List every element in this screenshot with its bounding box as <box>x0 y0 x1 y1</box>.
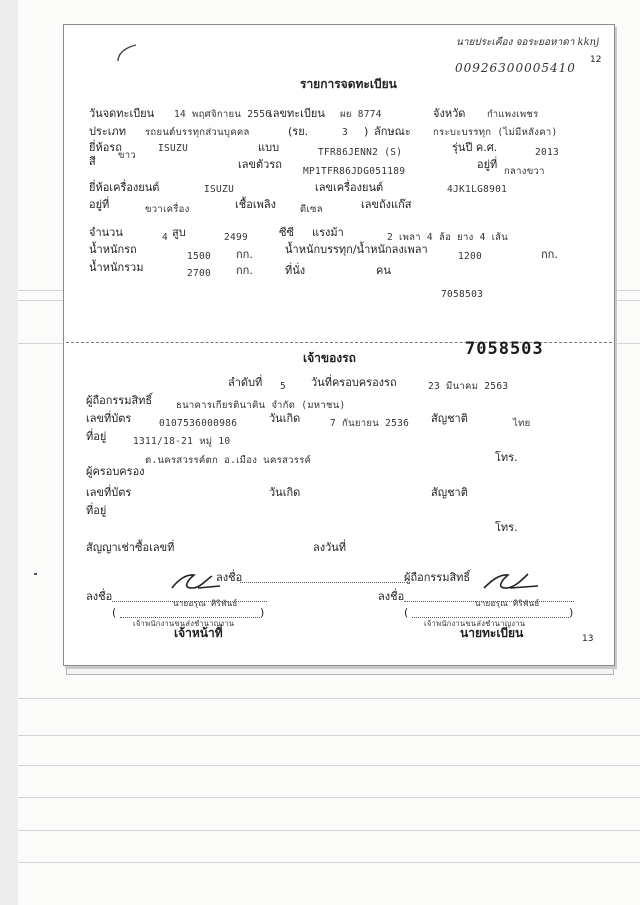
paren-open-left: ( <box>112 606 117 619</box>
signature-left-icon <box>168 566 224 596</box>
weight-value: 1500 <box>187 251 212 262</box>
addr2-label: ที่อยู่ <box>86 504 107 517</box>
addr1-value: 1311/18-21 หมู่ 10 <box>133 436 231 447</box>
engine-pos-label: อยู่ที่ <box>89 198 110 211</box>
seq-label: ลำดับที่ <box>228 376 263 389</box>
cc-unit: ซีซี <box>279 226 294 239</box>
brand-label: ยี่ห้อรถ <box>89 141 122 154</box>
model-value: TFR86JENN2 (S) <box>318 147 403 158</box>
total-unit: กก. <box>236 264 253 277</box>
province-label: จังหวัด <box>433 107 466 120</box>
paren-close-right: ) <box>569 606 574 619</box>
cyl-label: จำนวน <box>89 226 123 239</box>
weight-label: น้ำหนักรถ <box>89 243 137 256</box>
rs-label: (รย. <box>288 125 309 138</box>
scan-speck <box>34 573 37 575</box>
tel-label: โทร. <box>495 451 518 464</box>
background-rule <box>0 735 640 736</box>
possessor-label: ผู้ครอบครอง <box>86 465 145 478</box>
official-title-right: เจ้าพนักงานขนส่งชำนาญงาน <box>424 619 526 628</box>
tel2-label: โทร. <box>495 521 518 534</box>
birth-value: 7 กันยายน 2536 <box>330 418 410 429</box>
reg-no-label: เลขทะเบียน <box>269 107 325 120</box>
nation-label: สัญชาติ <box>431 412 468 425</box>
id-label: เลขที่บัตร <box>86 412 132 425</box>
feature-label: ลักษณะ <box>374 125 411 138</box>
hp-label: แรงม้า <box>312 226 344 239</box>
rs-value: 3 <box>342 127 349 138</box>
engine-brand-label: ยี่ห้อเครื่องยนต์ <box>89 181 160 194</box>
paren-close-left: ) <box>260 606 265 619</box>
own-date-value: 23 มีนาคม 2563 <box>428 381 509 392</box>
seat-unit: คน <box>376 264 391 277</box>
load-unit: กก. <box>541 248 558 261</box>
color-label: สี <box>89 155 96 168</box>
official-name-right: นายอรุณ ศิริพันธ์ <box>475 599 540 608</box>
engine-pos-value: ขวาเครื่อง <box>145 204 190 215</box>
chassis-pos-label: อยู่ที่ <box>477 158 498 171</box>
fuel-value: ดีเซล <box>300 204 323 215</box>
sign-left-label: ลงชื่อ <box>86 590 113 603</box>
total-label: น้ำหนักรวม <box>89 261 144 274</box>
paren-open-right: ( <box>404 606 409 619</box>
load-label: น้ำหนักบรรทุก/น้ำหนักลงเพลา <box>285 243 428 256</box>
page-number-bottom: 13 <box>582 634 594 644</box>
lease-label: สัญญาเช่าซื้อเลขที่ <box>86 541 175 554</box>
addr2-value: ต.นครสวรรค์ตก อ.เมือง นครสวรรค์ <box>145 455 312 466</box>
total-value: 2700 <box>187 268 212 279</box>
chassis-pos-value: กลางขวา <box>504 166 545 177</box>
binding-shadow <box>0 0 18 905</box>
province-value: กำแพงเพชร <box>487 109 539 120</box>
lease-date-label: ลงวันที่ <box>313 541 347 554</box>
role-left: เจ้าหน้าที่ <box>174 626 223 640</box>
official-title-left: เจ้าพนักงานขนส่งชำนาญงาน <box>133 619 235 628</box>
sign-right-label: ลงชื่อ <box>378 590 405 603</box>
axle-value: 2 เพลา 4 ล้อ ยาง 4 เส้น <box>387 232 509 243</box>
weight-unit: กก. <box>236 248 253 261</box>
cc-value: 2499 <box>224 232 249 243</box>
chassis-label: เลขตัวรถ <box>238 158 282 171</box>
year-label: รุ่นปี ค.ศ. <box>452 141 498 154</box>
rs-close: ) <box>364 125 369 138</box>
holder-sign-label: ผู้ถือกรรมสิทธิ์ <box>404 571 471 584</box>
signature-right-icon <box>480 566 542 596</box>
sign-line <box>240 582 405 583</box>
seat-label: ที่นั่ง <box>285 264 306 277</box>
sheet-number-upper: 7058503 <box>441 289 484 300</box>
handwritten-code: 00926300005410 <box>455 61 576 75</box>
reg-date-label: วันจดทะเบียน <box>89 107 155 120</box>
handwritten-note: นายประเคือง จอระยอหาดา kknj <box>456 37 600 48</box>
model-label: แบบ <box>258 141 280 154</box>
role-right: นายทะเบียน <box>460 626 524 640</box>
type-label: ประเภท <box>89 125 127 138</box>
birth-label: วันเกิด <box>269 412 301 425</box>
engine-no-label: เลขเครื่องยนต์ <box>315 181 384 194</box>
holder-label: ผู้ถือกรรมสิทธิ์ <box>86 394 153 407</box>
chassis-value: MP1TFR86JDG051189 <box>303 166 406 177</box>
background-rule <box>0 797 640 798</box>
registration-title: รายการจดทะเบียน <box>300 77 397 91</box>
fuel-label: เชื้อเพลิง <box>235 198 276 211</box>
color-value: ขาว <box>118 150 137 161</box>
load-value: 1200 <box>458 251 483 262</box>
page-number-top: 12 <box>590 55 602 65</box>
id-value: 0107536000986 <box>159 418 238 429</box>
type-value: รถยนต์บรรทุกส่วนบุคคล <box>145 127 250 138</box>
feature-value: กระบะบรรทุก (ไม่มีหลังคา) <box>433 127 558 138</box>
nation-value: ไทย <box>513 418 531 429</box>
pen-mark-icon <box>112 42 140 64</box>
engine-brand-value: ISUZU <box>204 184 235 195</box>
own-date-label: วันที่ครอบครองรถ <box>311 376 397 389</box>
year-value: 2013 <box>535 147 560 158</box>
nation2-label: สัญชาติ <box>431 486 468 499</box>
cyl-value: 4 <box>162 232 169 243</box>
sign-label: ลงชื่อ <box>216 571 243 584</box>
tank-label: เลขถังแก๊ส <box>361 198 412 211</box>
background-rule <box>0 830 640 831</box>
reg-no-value: ผย 8774 <box>340 109 382 120</box>
brand-value: ISUZU <box>158 143 189 154</box>
addr-label: ที่อยู่ <box>86 430 107 443</box>
birth2-label: วันเกิด <box>269 486 301 499</box>
id2-label: เลขที่บัตร <box>86 486 132 499</box>
reg-date-value: 14 พฤศจิกายน 2556 <box>174 109 272 120</box>
holder-value: ธนาคารเกียรตินาคิน จำกัด (มหาชน) <box>176 400 346 411</box>
sheet-number-lower: 7058503 <box>465 339 544 359</box>
engine-no-value: 4JK1LG8901 <box>447 184 508 195</box>
cyl-unit: สูบ <box>172 226 186 239</box>
background-rule <box>0 698 640 699</box>
background-rule <box>0 765 640 766</box>
seq-value: 5 <box>280 381 287 392</box>
background-rule <box>0 862 640 863</box>
official-name-left: นายอรุณ ศิริพันธ์ <box>173 599 238 608</box>
owner-title: เจ้าของรถ <box>303 351 356 365</box>
